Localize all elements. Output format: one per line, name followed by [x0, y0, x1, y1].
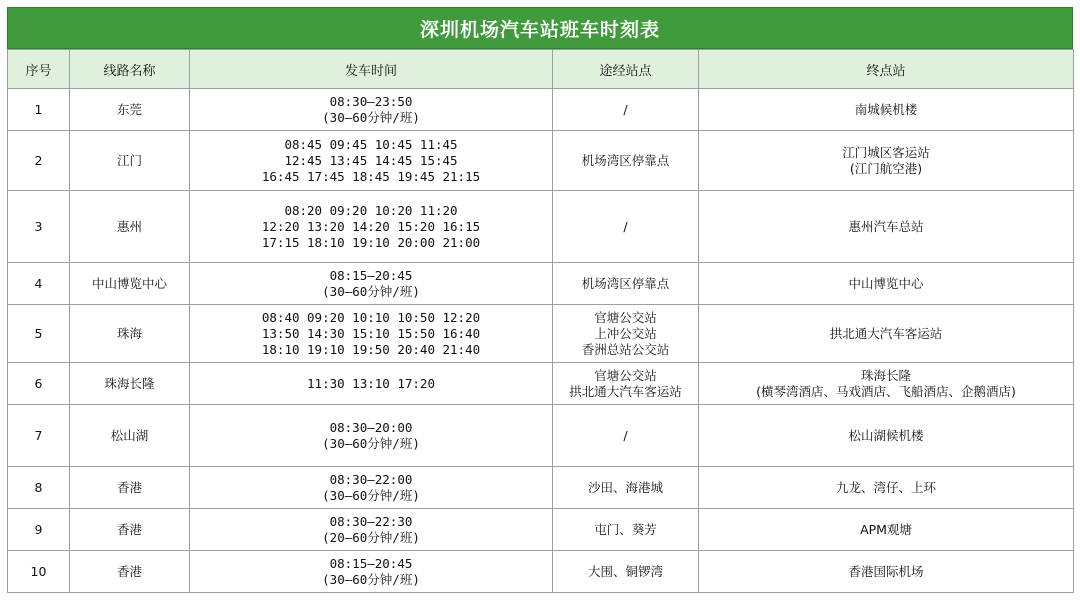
- row-number: 6: [8, 363, 70, 405]
- via-stop-line: 大围、铜锣湾: [587, 563, 663, 579]
- departure-time-line: (30—60分钟/班): [322, 109, 420, 125]
- column-header-number: 序号: [8, 50, 70, 89]
- table-body: [8, 89, 1074, 593]
- table-row: [8, 89, 1074, 131]
- route-name: 香港: [70, 467, 190, 509]
- row-number: 4: [8, 263, 70, 305]
- route-name: 松山湖: [70, 405, 190, 467]
- row-number: 9: [8, 509, 70, 551]
- via-stop-line: 官塘公交站: [594, 367, 657, 383]
- via-stops: [553, 263, 699, 305]
- via-stop-line: 上冲公交站: [594, 325, 657, 341]
- via-stops: [553, 131, 699, 191]
- column-header-route: 线路名称: [70, 50, 190, 89]
- departure-time-line: (30—60分钟/班): [322, 283, 420, 299]
- via-stop-line: 官塘公交站: [594, 309, 657, 325]
- departure-time-line: (30—60分钟/班): [322, 435, 420, 451]
- via-stops: [553, 551, 699, 593]
- via-stop-line: 屯门、葵芳: [594, 521, 657, 537]
- via-stop-line: 拱北通大汽车客运站: [569, 383, 682, 399]
- departure-time-line: 08:15—20:45: [329, 555, 413, 571]
- row-number: 1: [8, 89, 70, 131]
- row-number: 5: [8, 305, 70, 363]
- departure-time-line: 13:50 14:30 15:10 15:50 16:40: [261, 325, 481, 341]
- departure-time-line: (20—60分钟/班): [322, 529, 420, 545]
- table-row: [8, 305, 1074, 363]
- departure-times: [190, 551, 553, 593]
- via-stops: [553, 305, 699, 363]
- via-stops: [553, 405, 699, 467]
- via-stops: [553, 89, 699, 131]
- terminal-station: [699, 509, 1074, 551]
- page-title: 深圳机场汽车站班车时刻表: [7, 7, 1073, 49]
- departure-time-line: 08:45 09:45 10:45 11:45: [284, 136, 458, 152]
- via-stop-line: 香洲总站公交站: [581, 341, 670, 357]
- departure-time-line: 18:10 19:10 19:50 20:40 21:40: [261, 341, 481, 357]
- departure-time-line: (30—60分钟/班): [322, 487, 420, 503]
- terminal-line: (江门航空港): [849, 160, 923, 176]
- terminal-line: 江门城区客运站: [842, 144, 930, 160]
- terminal-station: [699, 467, 1074, 509]
- terminal-line: 中山博览中心: [848, 275, 924, 291]
- terminal-station: [699, 191, 1074, 263]
- route-name: 东莞: [70, 89, 190, 131]
- row-number: 7: [8, 405, 70, 467]
- terminal-line: APM观塘: [860, 521, 912, 537]
- terminal-line: 松山湖候机楼: [848, 427, 924, 443]
- row-number: 8: [8, 467, 70, 509]
- departure-times: [190, 405, 553, 467]
- schedule-document: [7, 7, 1073, 593]
- route-name: 珠海长隆: [70, 363, 190, 405]
- table-row: [8, 363, 1074, 405]
- terminal-station: [699, 305, 1074, 363]
- terminal-line: 九龙、湾仔、上环: [835, 479, 936, 495]
- route-name: 江门: [70, 131, 190, 191]
- departure-times: [190, 131, 553, 191]
- row-number: 3: [8, 191, 70, 263]
- terminal-station: [699, 263, 1074, 305]
- terminal-line: 香港国际机场: [848, 563, 924, 579]
- via-stop-line: 机场湾区停靠点: [581, 275, 670, 291]
- departure-time-line: 16:45 17:45 18:45 19:45 21:15: [261, 168, 481, 184]
- terminal-station: [699, 89, 1074, 131]
- departure-times: [190, 509, 553, 551]
- departure-time-line: 12:20 13:20 14:20 15:20 16:15: [261, 218, 481, 234]
- departure-times: [190, 467, 553, 509]
- departure-time-line: 08:40 09:20 10:10 10:50 12:20: [261, 309, 481, 325]
- departure-time-line: 08:30—23:50: [329, 93, 413, 109]
- schedule-table: [7, 49, 1074, 593]
- terminal-line: 惠州汽车总站: [848, 218, 924, 234]
- column-header-departure-time: 发车时间: [190, 50, 553, 89]
- terminal-station: [699, 131, 1074, 191]
- departure-time-line: 17:15 18:10 19:10 20:00 21:00: [261, 234, 481, 250]
- column-header-terminal: 终点站: [699, 50, 1074, 89]
- table-row: [8, 263, 1074, 305]
- terminal-line: (横琴湾酒店、马戏酒店、飞船酒店、企鹅酒店): [756, 383, 1016, 399]
- table-header-row: [8, 50, 1074, 89]
- via-stops: [553, 191, 699, 263]
- departure-time-line: 08:15—20:45: [329, 267, 413, 283]
- terminal-station: [699, 405, 1074, 467]
- terminal-station: [699, 363, 1074, 405]
- terminal-line: 珠海长隆: [860, 367, 911, 383]
- departure-times: [190, 305, 553, 363]
- departure-times: [190, 363, 553, 405]
- via-stop-line: /: [623, 427, 628, 443]
- via-stops: [553, 467, 699, 509]
- departure-time-line: (30—60分钟/班): [322, 571, 420, 587]
- row-number: 10: [8, 551, 70, 593]
- departure-time-line: 12:45 13:45 14:45 15:45: [284, 152, 458, 168]
- table-row: [8, 467, 1074, 509]
- departure-time-line: 08:30—20:00: [329, 419, 413, 435]
- departure-time-line: 08:30—22:00: [329, 471, 413, 487]
- via-stops: [553, 363, 699, 405]
- terminal-station: [699, 551, 1074, 593]
- column-header-via-stops: 途经站点: [553, 50, 699, 89]
- departure-times: [190, 191, 553, 263]
- departure-time-line: 08:20 09:20 10:20 11:20: [284, 202, 458, 218]
- route-name: 惠州: [70, 191, 190, 263]
- table-row: [8, 131, 1074, 191]
- route-name: 中山博览中心: [70, 263, 190, 305]
- route-name: 香港: [70, 551, 190, 593]
- via-stop-line: /: [623, 101, 628, 117]
- table-row: [8, 191, 1074, 263]
- terminal-line: 南城候机楼: [854, 101, 918, 117]
- via-stop-line: /: [623, 218, 628, 234]
- departure-times: [190, 263, 553, 305]
- row-number: 2: [8, 131, 70, 191]
- table-row: [8, 551, 1074, 593]
- table-row: [8, 405, 1074, 467]
- departure-times: [190, 89, 553, 131]
- terminal-line: 拱北通大汽车客运站: [829, 325, 943, 341]
- table-row: [8, 509, 1074, 551]
- route-name: 香港: [70, 509, 190, 551]
- departure-time-line: 11:30 13:10 17:20: [307, 375, 435, 391]
- via-stop-line: 机场湾区停靠点: [581, 152, 670, 168]
- route-name: 珠海: [70, 305, 190, 363]
- via-stop-line: 沙田、海港城: [587, 479, 663, 495]
- via-stops: [553, 509, 699, 551]
- departure-time-line: 08:30—22:30: [329, 513, 413, 529]
